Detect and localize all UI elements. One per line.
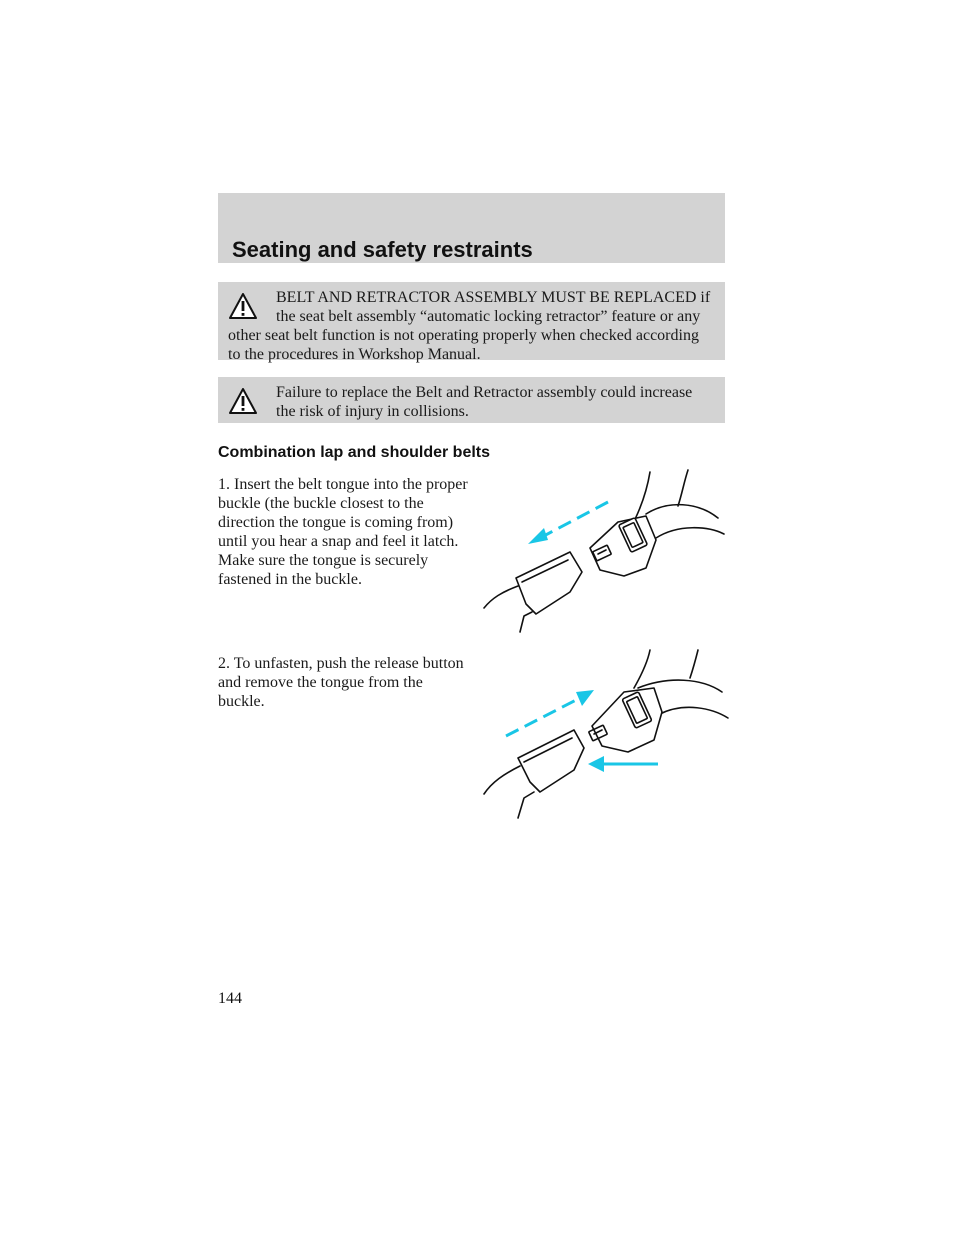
warning-text: BELT AND RETRACTOR ASSEMBLY MUST BE REPLACED if the seat belt assembly “automatic locking retractor” feature or any other seat belt function is not operating properly when checked according to the procedures in Workshop Manual.	[228, 289, 711, 363]
page-title: Seating and safety restraints	[232, 237, 533, 262]
step-instruction: 2. To unfasten, push the release button and remove the tongue from the buckle.	[218, 655, 464, 710]
warning-triangle-icon	[228, 387, 258, 415]
warning-box	[218, 282, 725, 363]
section-header-band	[218, 193, 725, 263]
warning-triangle-icon	[228, 292, 258, 320]
buckle-insert-illustration	[478, 466, 730, 636]
warning-text: Failure to replace the Belt and Retractor assembly could increase the risk of injury in collisions.	[276, 384, 693, 420]
step-instruction: 1. Insert the belt tongue into the proper buckle (the buckle closest to the direction the tongue is coming from) until you hear a snap and feel it latch. Make sure the tongue is securely fastened in the buckle.	[218, 476, 468, 588]
warning-box	[218, 377, 725, 423]
buckle-release-illustration	[478, 648, 730, 820]
page-number: 144	[218, 990, 242, 1007]
section-heading: Combination lap and shoulder belts	[218, 444, 491, 461]
